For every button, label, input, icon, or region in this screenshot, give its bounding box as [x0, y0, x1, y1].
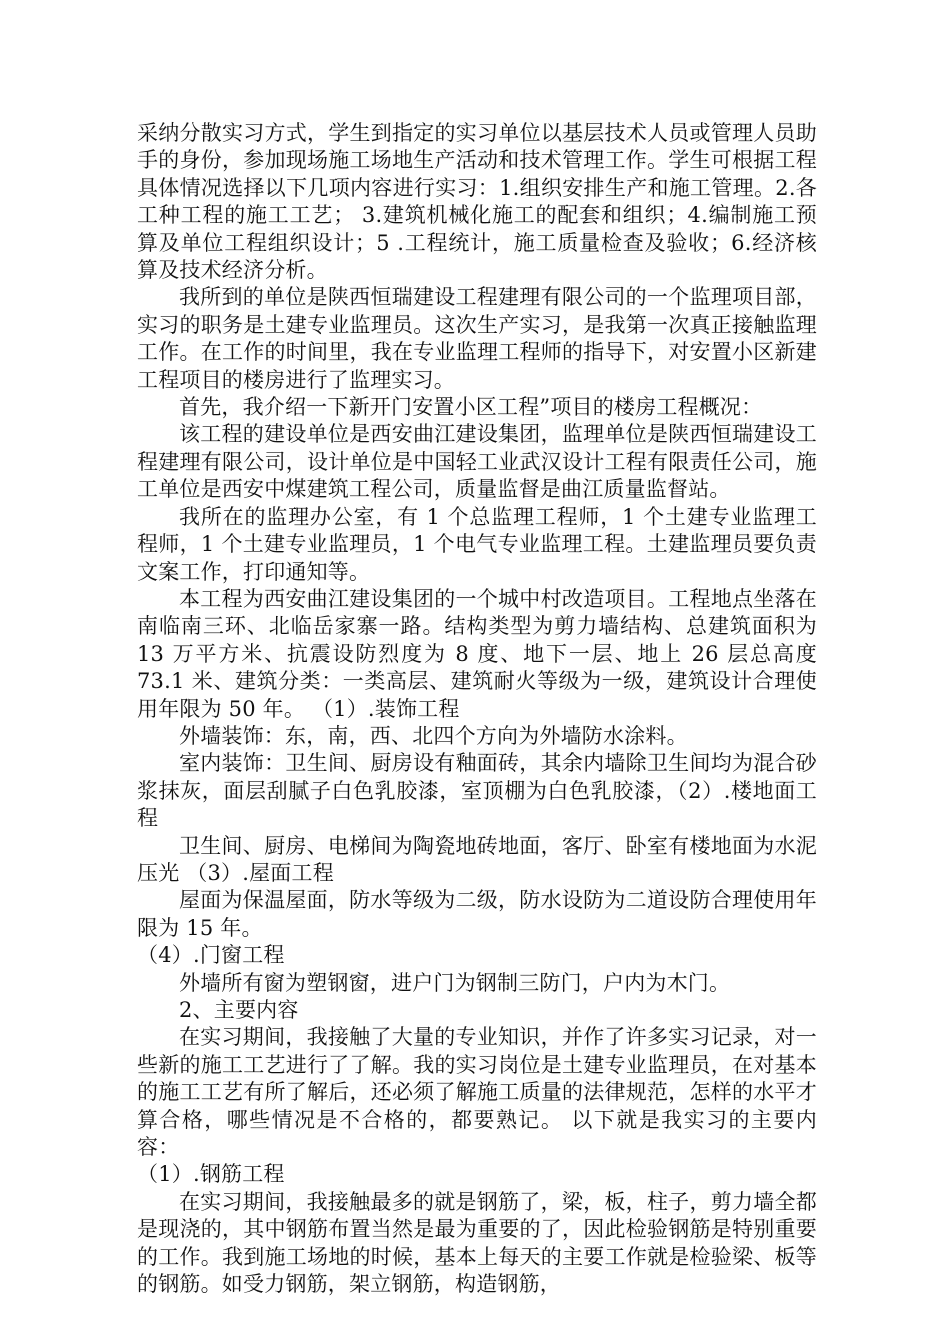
- paragraph: 室内装饰：卫生间、厨房设有釉面砖，其余内墙除卫生间均为混合砂浆抹灰，面层刮腻子白色乳胶漆，室顶棚为白色乳胶漆，（2）.楼地面工程: [137, 751, 817, 831]
- paragraph: 本工程为西安曲江建设集团的一个城中村改造项目。工程地点坐落在南临南三环、北临岳家寨一路。结构类型为剪力墙结构、总建筑面积为 13 万平方米、抗震设防烈度为 8 度、地下一层、地上 26 层总高度 73.1 米、建筑分类：一类高层、建筑耐火等级为一级，建筑设计合理使用年限为 50 年。 （1）.装饰工程: [137, 586, 817, 721]
- paragraph: 该工程的建设单位是西安曲江建设集团，监理单位是陕西恒瑞建设工程建理有限公司，设计单位是中国轻工业武汉设计工程有限责任公司，施工单位是西安中煤建筑工程公司，质量监督是曲江质量监督站。: [137, 422, 817, 502]
- body-text: [137, 120, 817, 1298]
- paragraph: 首先，我介绍一下新开门安置小区工程”项目的楼房工程概况：: [179, 395, 763, 420]
- paragraph: 我所在的监理办公室，有 1 个总监理工程师，1 个土建专业监理工程师，1 个土建专业监理员，1 个电气专业监理工程。土建监理员要负责文案工作，打印通知等。: [137, 504, 817, 584]
- section-heading: 2、主要内容: [179, 998, 299, 1022]
- paragraph: 外墙装饰：东，南，西、北四个方向为外墙防水涂料。: [179, 723, 688, 748]
- paragraph: 我所到的单位是陕西恒瑞建设工程建理有限公司的一个监理项目部，实习的职务是土建专业监理员。这次生产实习，是我第一次真正接触监理工作。在工作的时间里，我在专业监理工程师的指导下，对安置小区新建工程项目的楼房进行了监理实习。: [137, 285, 817, 392]
- paragraph: 在实习期间，我接触最多的就是钢筋了，梁，板，柱子，剪力墙全都是现浇的，其中钢筋布置当然是最为重要的了，因此检验钢筋是特别重要的工作。我到施工场地的时候，基本上每天的主要工作就是检验梁、板等的钢筋。如受力钢筋，架立钢筋，构造钢筋，: [137, 1189, 817, 1297]
- paragraph: 在实习期间，我接触了大量的专业知识，并作了许多实习记录，对一些新的施工工艺进行了了解。我的实习岗位是土建专业监理员，在对基本的施工工艺有所了解后，还必须了解施工质量的法律规范，怎样的水平才算合格，哪些情况是不合格的，都要熟记。 以下就是我实习的主要内容：: [137, 1025, 817, 1160]
- section-heading: （4）.门窗工程: [137, 943, 285, 968]
- paragraph: 屋面为保温屋面，防水等级为二级，防水设防为二道设防合理使用年限为 15 年。: [137, 888, 817, 940]
- paragraph: 外墙所有窗为塑钢窗，进户门为钢制三防门，户内为木门。: [179, 970, 731, 995]
- paragraph: 卫生间、厨房、电梯间为陶瓷地砖地面，客厅、卧室有楼地面为水泥压光 （3）.屋面工程: [137, 833, 817, 885]
- section-heading: （1）.钢筋工程: [137, 1162, 285, 1187]
- paragraph: 采纳分散实习方式，学生到指定的实习单位以基层技术人员或管理人员助手的身份，参加现场施工场地生产活动和技术管理工作。学生可根据工程具体情况选择以下几项内容进行实习：1.组织安排生产和施工管理。2.各工种工程的施工工艺； 3.建筑机械化施工的配套和组织；4.编制施工预算及单位工程组织设计；5 .工程统计，施工质量检查及验收；6.经济核算及技术经济分析。: [137, 121, 817, 283]
